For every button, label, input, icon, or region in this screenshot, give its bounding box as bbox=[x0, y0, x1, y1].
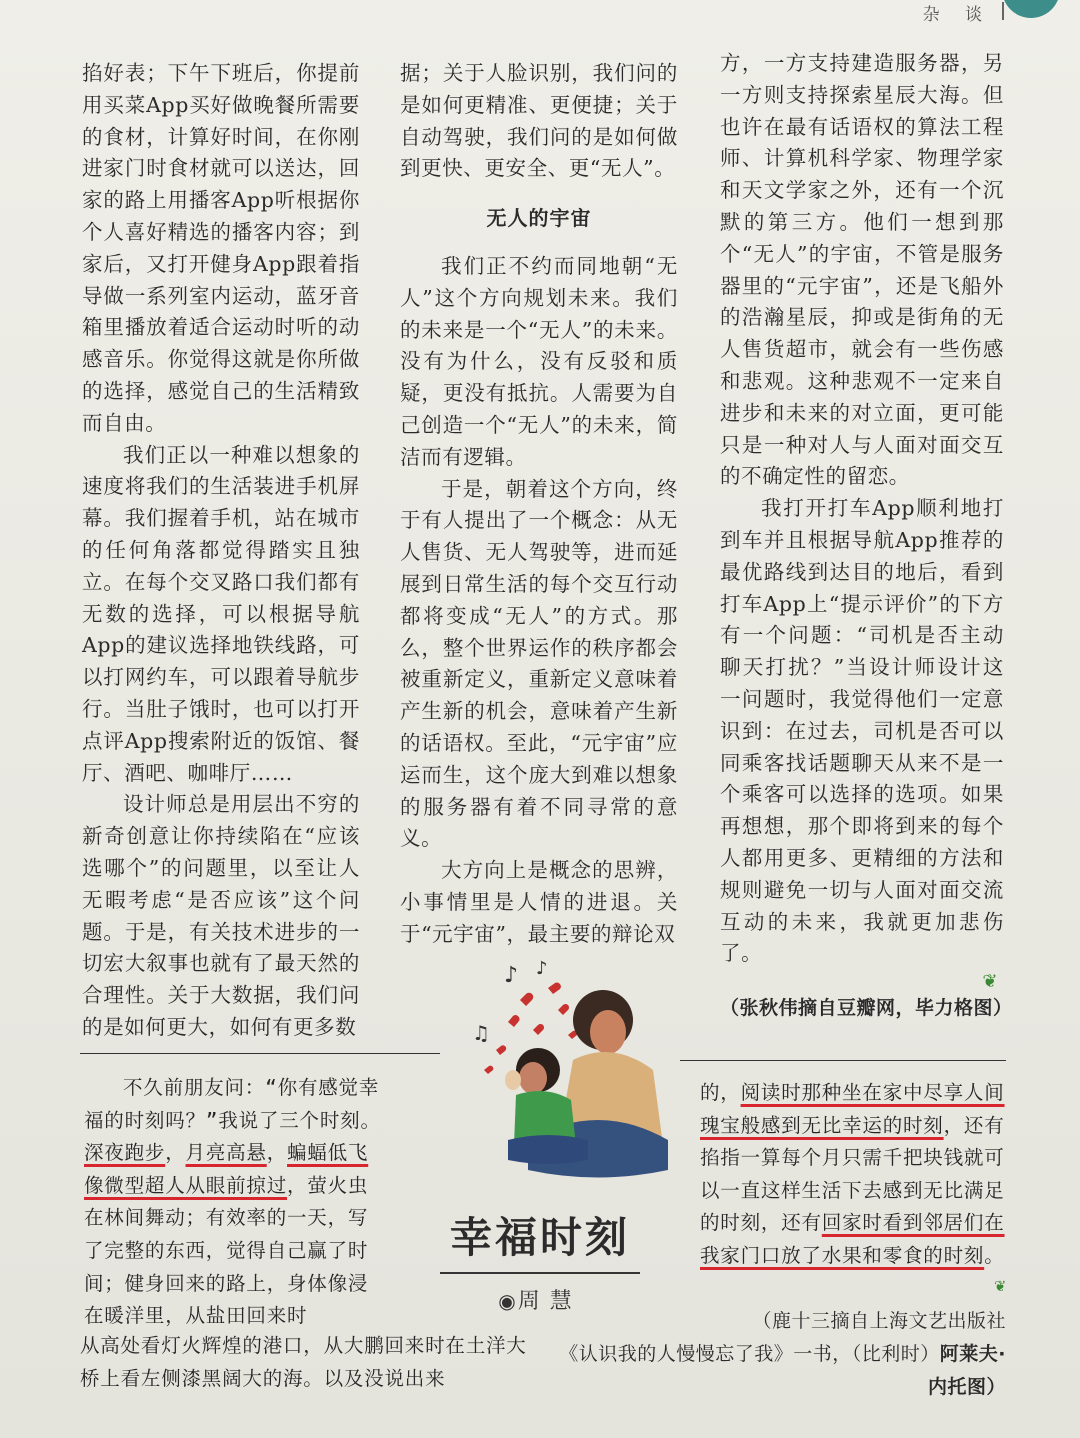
story-text: ， bbox=[165, 1141, 186, 1165]
credit-line bbox=[556, 1338, 1006, 1404]
page-header bbox=[880, 0, 1080, 26]
divider-line bbox=[680, 1060, 1006, 1061]
story-paragraph bbox=[700, 1077, 1006, 1273]
story-paragraph: 从高处看灯火辉煌的港口，从大鹏回来时在土洋大桥上看左侧漆黑阔大的海。以及没说出来 bbox=[80, 1334, 527, 1390]
author-mark-icon: ◉ bbox=[498, 1289, 518, 1313]
paragraph: 于是，朝着这个方向，终于有人提出了一个概念：从无人售货、无人驾驶等，进而延展到日常生活的每个交互行动都将变成“无人”的方式。那么，整个世界运作的秩序都会被重新定义，重新定义意味着产生新的机会，意味着产生新的话语权。至此，“元宇宙”应运而生，这个庞大到难以想象的服务器有着不同寻常的意义。 bbox=[400, 476, 678, 851]
paragraph: 我们正不约而同地朝“无人”这个方向规划未来。我们的未来是一个“无人”的未来。没有为什么，没有反驳和质疑，更没有抵抗。人需要为自己创造一个“无人”的未来，简洁而有逻辑。 bbox=[400, 253, 678, 469]
section-label: 杂 谈 bbox=[922, 5, 992, 25]
credit-line: （鹿十三摘自上海文艺出版社 bbox=[752, 1310, 1006, 1332]
underlined-text: 回家时看到邻居们在我家门口放了水果和零食的时刻 bbox=[700, 1211, 1005, 1267]
story-text: 的， bbox=[700, 1081, 741, 1104]
article-column-3 bbox=[720, 48, 1013, 1024]
end-leaf-icon: ❦ bbox=[994, 1274, 1006, 1296]
story-left-block bbox=[84, 1072, 384, 1333]
story-text: 。 bbox=[984, 1243, 1005, 1267]
title-rule bbox=[440, 1272, 640, 1274]
author-name: 周慧 bbox=[517, 1289, 582, 1314]
credit-illustrator: 阿莱夫·内托图） bbox=[927, 1343, 1006, 1398]
paragraph: 大方向上是概念的思辨，小事情里是人情的进退。关于“元宇宙”，最主要的辩论双 bbox=[400, 858, 678, 946]
story-title: 幸福时刻 bbox=[449, 1213, 630, 1262]
paragraph: 我打开打车App顺利地打到车并且根据导航App推荐的最优路线到达目的地后，看到打车App上“提示评价”的下方有一个问题：“司机是否主动聊天打扰？”当设计师设计这一问题时，我觉得他们一定意识到：在过去，司机是否可以同乘客找话题聊天从来不是一个乘客可以选择的选项。如果再想想，那个即将到来的每个人都用更多、更精细的方法和规则避免一切与人面对面交流互动的未来，我就更加悲伤了。 bbox=[720, 496, 1004, 966]
underlined-text: 深夜跑步 bbox=[84, 1141, 166, 1165]
story-bottom-block bbox=[80, 1330, 540, 1395]
divider-line bbox=[80, 1053, 440, 1054]
story-text: ， bbox=[266, 1141, 288, 1165]
section-heading: 无人的宇宙 bbox=[486, 206, 592, 231]
story-credit bbox=[556, 1305, 1006, 1404]
story-text: 不久前朋友问：“你有感觉幸福的时刻吗？”我说了三个时刻。 bbox=[84, 1076, 381, 1132]
article-credit: （张秋伟摘自豆瓣网，毕力格图） bbox=[720, 997, 1013, 1020]
paragraph: 掐好表；下午下班后，你提前用买菜App买好做晚餐所需要的食材，计算好时间，在你刚进家门时食材就可以送达，回家的路上用播客App听根据你个人喜好精选的播客内容；到家后，又打开健身App跟着指导做一系列室内运动，蓝牙音箱里播放着适合运动时听的动感音乐。你觉得这就是你所做的选择，感觉自己的生活精致而自由。 bbox=[82, 61, 360, 435]
article-column-1 bbox=[82, 58, 360, 1044]
svg-text:♪: ♪ bbox=[536, 960, 548, 979]
story-title-block bbox=[440, 1210, 640, 1315]
paragraph: 我们正以一种难以想象的速度将我们的生活装进手机屏幕。我们握着手机，站在城市的任何角落都觉得踏实且独立。在每个交叉路口我们都有无数的选择，可以根据导航App的建议选择地铁线路，可以打网约车，可以跟着导航步行。当肚子饿时，也可以打开点评App搜索附近的饭馆、餐厅、酒吧、咖啡厅…… bbox=[82, 442, 360, 785]
mother-child-illustration bbox=[408, 960, 678, 1185]
paragraph: 方，一方支持建造服务器，另一方则支持探索星辰大海。但也许在最有话语权的算法工程师、计算机科学家、物理学家和天文学家之外，还有一个沉默的第三方。他们一想到那个“无人”的宇宙，不管是服务器里的“元宇宙”，还是飞船外的浩瀚星辰，抑或是街角的无人售货超市，就会有一些伤感和悲观。这种悲观不一定来自进步和未来的对立面，更可能只是一种对人与人面对面交互的不确定性的留恋。 bbox=[720, 51, 1004, 489]
svg-text:♫: ♫ bbox=[472, 1021, 490, 1045]
underlined-text: 阅读时那种坐在家中尽享人间瑰宝般感到无比幸运的时刻 bbox=[700, 1081, 1005, 1137]
story-right-block bbox=[700, 1077, 1006, 1296]
magazine-logo-icon bbox=[1002, 0, 1060, 18]
story-text: ，萤火虫在林间舞动；有效率的一天，写了完整的东西，觉得自己赢了时间；健身回来的路上，身体像浸在暖洋里，从盐田回来时 bbox=[84, 1173, 369, 1328]
end-leaf-icon: ❦ bbox=[982, 971, 998, 993]
underlined-text: 月亮高悬 bbox=[185, 1141, 267, 1165]
underlined-text: 蝙蝠低飞像微型超人从眼前掠过 bbox=[84, 1141, 369, 1197]
credit-text: 《认识我的人慢慢忘了我》一书，（比利时） bbox=[559, 1343, 940, 1365]
paragraph: 设计师总是用层出不穷的新奇创意让你持续陷在“应该选哪个”的问题里，以至让人无暇考虑“是否应该”这个问题。于是，有关技术进步的一切宏大叙事也就有了最天然的合理性。关于大数据，我们问的是如何更大，如何有更多数 bbox=[82, 792, 360, 1039]
story-paragraph bbox=[84, 1072, 384, 1333]
article-column-2 bbox=[400, 58, 678, 951]
paragraph: 据；关于人脸识别，我们问的是如何更精准、更便捷；关于自动驾驶，我们问的是如何做到更快、更安全、更“无人”。 bbox=[400, 61, 678, 181]
header-divider bbox=[1002, 2, 1004, 20]
svg-text:♪: ♪ bbox=[504, 963, 519, 988]
story-text: ，还有掐指一算每个月只需千把块钱就可以一直这样生活下去感到无比满足的时刻，还有 bbox=[700, 1113, 1005, 1235]
